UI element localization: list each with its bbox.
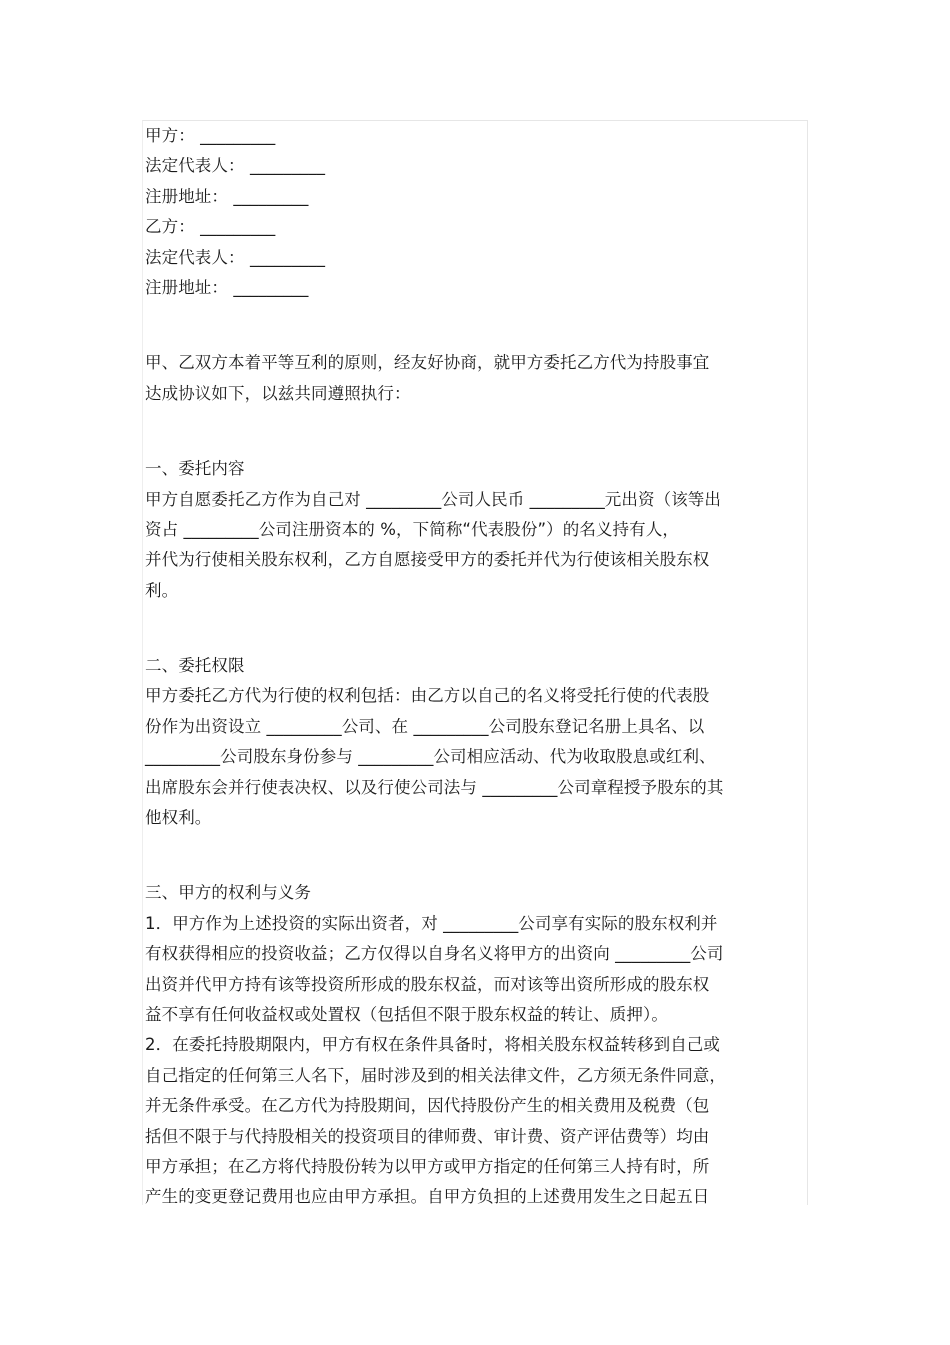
section-line: 产生的变更登记费用也应由甲方承担。自甲方负担的上述费用发生之日起五日 bbox=[145, 1187, 710, 1207]
section-line: 2．在委托持股期限内，甲方有权在条件具备时，将相关股东权益转移到自己或 bbox=[145, 1035, 720, 1055]
party-b: 乙方： _________ bbox=[145, 217, 276, 237]
party-b-legal-rep: 法定代表人： _________ bbox=[145, 247, 326, 267]
section-heading: 三、甲方的权利与义务 bbox=[145, 883, 311, 903]
section-line: 括但不限于与代持股相关的投资项目的律师费、审计费、资产评估费等）均由 bbox=[145, 1126, 710, 1146]
section-line: 益不享有任何收益权或处置权（包括但不限于股东权益的转让、质押）。 bbox=[145, 1004, 668, 1024]
section-line: 出资并代甲方持有该等投资所形成的股东权益，而对该等出资所形成的股东权 bbox=[145, 974, 710, 994]
party-a-address: 注册地址： _________ bbox=[145, 186, 309, 206]
intro-paragraph bbox=[145, 348, 805, 409]
section-line: 份作为出资设立 _________公司、在 _________公司股东登记名册上具名、以 bbox=[145, 716, 705, 736]
section-heading: 二、委托权限 bbox=[145, 656, 245, 676]
intro-line: 甲、乙双方本着平等互利的原则，经友好协商，就甲方委托乙方代为持股事宜 bbox=[145, 353, 710, 373]
contract-document bbox=[145, 121, 805, 1213]
section-line: 甲方委托乙方代为行使的权利包括：由乙方以自己的名义将受托行使的代表股 bbox=[145, 686, 710, 706]
section-line: 出席股东会并行使表决权、以及行使公司法与 _________公司章程授予股东的其 bbox=[145, 777, 724, 797]
section-line: 并无条件承受。在乙方代为持股期间，因代持股份产生的相关费用及税费（包 bbox=[145, 1096, 710, 1116]
section-heading: 一、委托内容 bbox=[145, 459, 245, 479]
party-a-legal-rep: 法定代表人： _________ bbox=[145, 156, 326, 176]
section-entrustment-content bbox=[145, 454, 805, 606]
section-line: 甲方承担；在乙方将代持股份转为以甲方或甲方指定的任何第三人持有时，所 bbox=[145, 1156, 710, 1176]
intro-line: 达成协议如下，以兹共同遵照执行： bbox=[145, 383, 411, 403]
section-line: 甲方自愿委托乙方作为自己对 _________公司人民币 _________元出资（该等出 bbox=[145, 489, 721, 509]
section-line: 他权利。 bbox=[145, 808, 212, 828]
section-party-a-rights bbox=[145, 878, 805, 1212]
section-line: 有权获得相应的投资收益；乙方仅得以自身名义将甲方的出资向 _________公司 bbox=[145, 944, 724, 964]
party-a: 甲方： _________ bbox=[145, 126, 276, 145]
section-line: 自己指定的任何第三人名下，届时涉及到的相关法律文件，乙方须无条件同意， bbox=[145, 1065, 726, 1085]
section-line: _________公司股东身份参与 _________公司相应活动、代为收取股息或红利、 bbox=[145, 747, 716, 767]
section-entrustment-authority bbox=[145, 651, 805, 833]
section-line: 资占 _________公司注册资本的 %，下简称“代表股份”）的名义持有人， bbox=[145, 519, 679, 539]
party-block bbox=[145, 121, 805, 303]
section-line: 1．甲方作为上述投资的实际出资者，对 _________公司享有实际的股东权利并 bbox=[145, 913, 718, 933]
section-line: 并代为行使相关股东权利，乙方自愿接受甲方的委托并代为行使该相关股东权 bbox=[145, 550, 710, 570]
section-line: 利。 bbox=[145, 580, 179, 600]
party-b-address: 注册地址： _________ bbox=[145, 277, 309, 297]
